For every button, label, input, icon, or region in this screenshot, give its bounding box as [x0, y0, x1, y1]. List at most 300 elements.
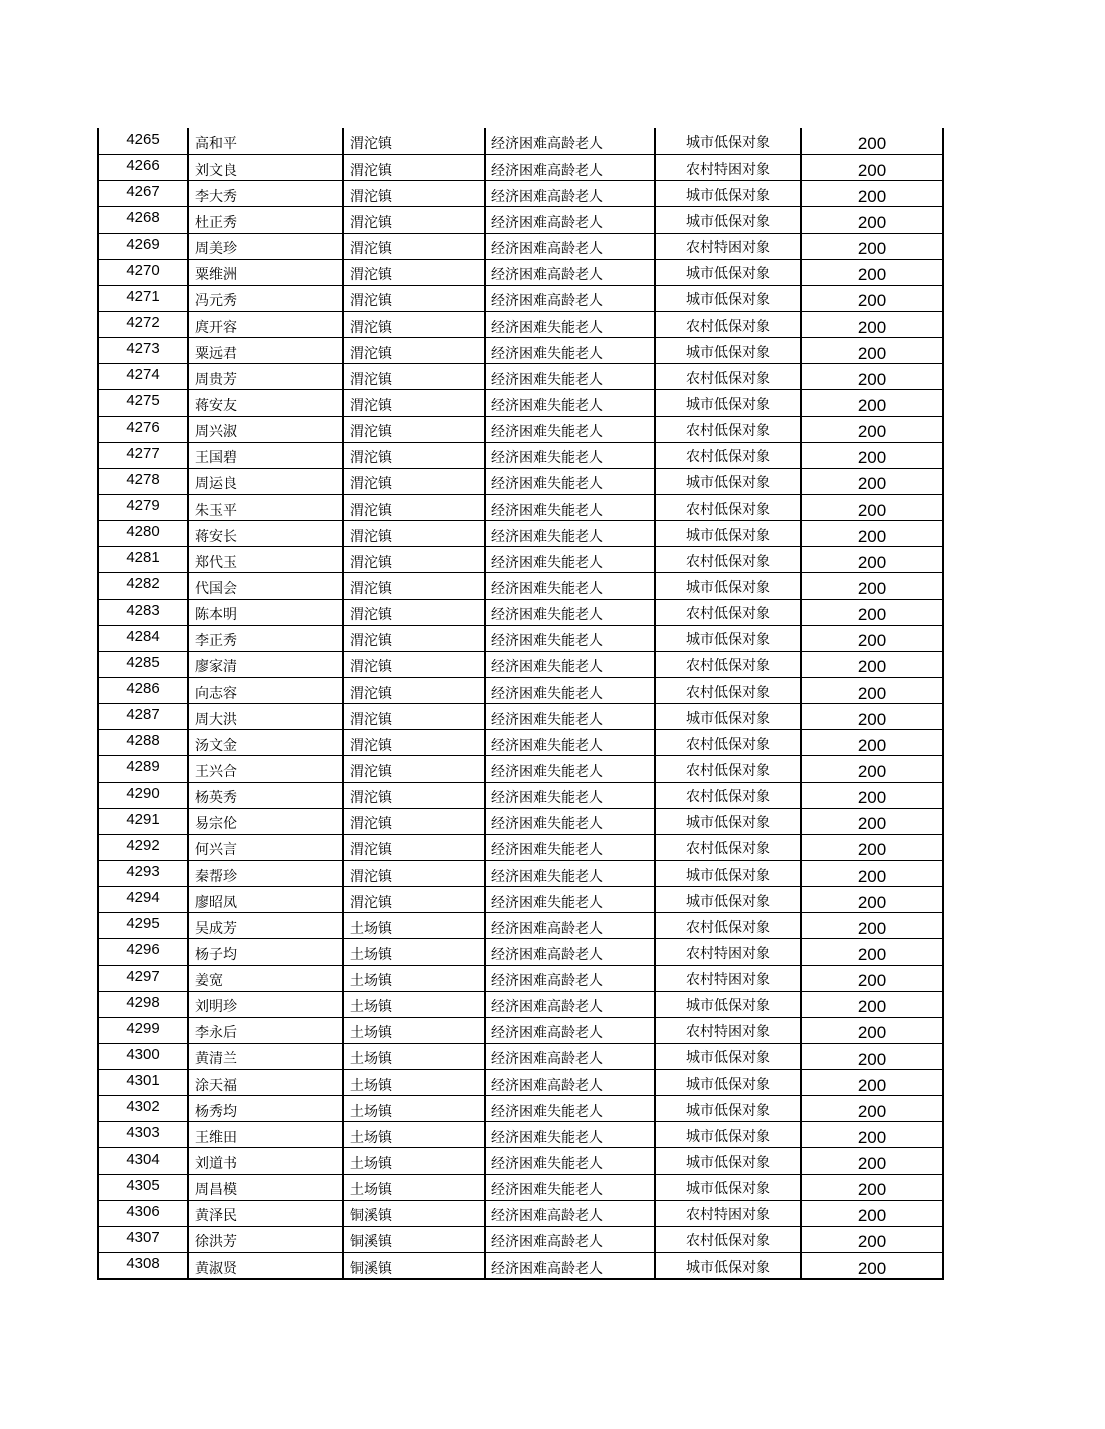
category-cell: 农村特困对象: [656, 155, 802, 180]
table-row: [99, 912, 942, 938]
row-number-cell: 4291: [99, 809, 189, 834]
table-row: [99, 651, 942, 677]
category-cell: 城市低保对象: [656, 469, 802, 494]
row-number-cell: 4287: [99, 704, 189, 729]
town-cell: 渭沱镇: [344, 155, 486, 180]
table-row: [99, 1069, 942, 1095]
table-row: [99, 416, 942, 442]
name-cell: 杜正秀: [189, 207, 344, 232]
name-cell: 易宗伦: [189, 809, 344, 834]
subsidy-type-cell: 经济困难高龄老人: [486, 1253, 656, 1278]
amount-cell: 200: [857, 239, 887, 259]
amount-cell: 200: [857, 422, 887, 442]
amount-cell: 200: [857, 213, 887, 232]
name-cell: 李正秀: [189, 626, 344, 651]
name-cell: 杨英秀: [189, 783, 344, 808]
name-cell: 郑代玉: [189, 547, 344, 572]
table-row: [99, 1121, 942, 1147]
row-number-cell: 4282: [99, 573, 189, 598]
town-cell: 渭沱镇: [344, 861, 486, 886]
subsidy-type-cell: 经济困难失能老人: [486, 756, 656, 781]
row-number-cell: 4293: [99, 861, 189, 886]
name-cell: 王国碧: [189, 443, 344, 468]
category-cell: 农村低保对象: [656, 783, 802, 808]
subsidy-type-cell: 经济困难失能老人: [486, 1148, 656, 1173]
amount-cell: 200: [857, 997, 887, 1017]
amount-cell: 200: [857, 552, 887, 572]
subsidy-type-cell: 经济困难失能老人: [486, 573, 656, 598]
subsidy-type-cell: 经济困难高龄老人: [486, 939, 656, 964]
name-cell: 周运良: [189, 469, 344, 494]
category-cell: 农村低保对象: [656, 652, 802, 677]
row-number-cell: 4270: [99, 260, 189, 285]
name-cell: 廖昭凤: [189, 887, 344, 912]
name-cell: 周昌模: [189, 1175, 344, 1200]
town-cell: 渭沱镇: [344, 234, 486, 259]
row-number-cell: 4284: [99, 626, 189, 651]
subsidy-type-cell: 经济困难失能老人: [486, 1122, 656, 1147]
amount-cell: 200: [857, 657, 887, 677]
amount-cell: 200: [857, 160, 887, 180]
amount-cell: 200: [857, 448, 887, 468]
table-row: [99, 991, 942, 1017]
subsidy-type-cell: 经济困难失能老人: [486, 521, 656, 546]
row-number-cell: 4277: [99, 443, 189, 468]
name-cell: 涂天福: [189, 1070, 344, 1095]
town-cell: 渭沱镇: [344, 443, 486, 468]
category-cell: 城市低保对象: [656, 286, 802, 311]
town-cell: 土场镇: [344, 913, 486, 938]
town-cell: 渭沱镇: [344, 260, 486, 285]
amount-cell: 200: [857, 1258, 887, 1278]
amount-cell: 200: [857, 814, 887, 834]
name-cell: 蒋安长: [189, 521, 344, 546]
category-cell: 城市低保对象: [656, 1253, 802, 1278]
row-number-cell: 4276: [99, 417, 189, 442]
table-row: [99, 782, 942, 808]
name-cell: 汤文金: [189, 730, 344, 755]
table-row: [99, 755, 942, 781]
row-number-cell: 4296: [99, 939, 189, 964]
amount-cell: 200: [857, 709, 887, 729]
amount-cell: 200: [857, 1232, 887, 1252]
name-cell: 黄淑贤: [189, 1253, 344, 1278]
category-cell: 农村低保对象: [656, 756, 802, 781]
category-cell: 城市低保对象: [656, 390, 802, 415]
name-cell: 姜宽: [189, 966, 344, 991]
subsidy-type-cell: 经济困难失能老人: [486, 704, 656, 729]
amount-cell: 200: [857, 866, 887, 886]
category-cell: 农村低保对象: [656, 312, 802, 337]
row-number-cell: 4265: [99, 128, 189, 154]
town-cell: 土场镇: [344, 1122, 486, 1147]
subsidy-type-cell: 经济困难高龄老人: [486, 234, 656, 259]
table-row: [99, 389, 942, 415]
name-cell: 周兴淑: [189, 417, 344, 442]
amount-cell: 200: [857, 1127, 887, 1147]
category-cell: 城市低保对象: [656, 1096, 802, 1121]
name-cell: 刘道书: [189, 1148, 344, 1173]
row-number-cell: 4298: [99, 992, 189, 1017]
row-number-cell: 4299: [99, 1018, 189, 1043]
table-row: [99, 1226, 942, 1252]
name-cell: 向志容: [189, 678, 344, 703]
name-cell: 何兴言: [189, 835, 344, 860]
category-cell: 农村低保对象: [656, 364, 802, 389]
subsidy-type-cell: 经济困难失能老人: [486, 861, 656, 886]
table-row: [99, 206, 942, 232]
table-row: [99, 311, 942, 337]
subsidy-type-cell: 经济困难高龄老人: [486, 1227, 656, 1252]
name-cell: 陈本明: [189, 600, 344, 625]
name-cell: 粟维洲: [189, 260, 344, 285]
subsidy-type-cell: 经济困难失能老人: [486, 364, 656, 389]
amount-cell: 200: [857, 134, 887, 154]
category-cell: 农村低保对象: [656, 547, 802, 572]
row-number-cell: 4285: [99, 652, 189, 677]
name-cell: 王维田: [189, 1122, 344, 1147]
category-cell: 城市低保对象: [656, 260, 802, 285]
category-cell: 农村特困对象: [656, 1201, 802, 1226]
category-cell: 农村低保对象: [656, 1227, 802, 1252]
row-number-cell: 4283: [99, 600, 189, 625]
subsidy-type-cell: 经济困难失能老人: [486, 417, 656, 442]
town-cell: 土场镇: [344, 1018, 486, 1043]
name-cell: 吴成芳: [189, 913, 344, 938]
name-cell: 庹开容: [189, 312, 344, 337]
town-cell: 渭沱镇: [344, 835, 486, 860]
town-cell: 土场镇: [344, 1148, 486, 1173]
town-cell: 渭沱镇: [344, 573, 486, 598]
table-row: [99, 520, 942, 546]
category-cell: 城市低保对象: [656, 1070, 802, 1095]
row-number-cell: 4273: [99, 338, 189, 363]
amount-cell: 200: [857, 265, 887, 285]
amount-cell: 200: [857, 500, 887, 520]
amount-cell: 200: [857, 971, 887, 991]
town-cell: 铜溪镇: [344, 1253, 486, 1278]
subsidy-type-cell: 经济困难失能老人: [486, 495, 656, 520]
town-cell: 渭沱镇: [344, 887, 486, 912]
row-number-cell: 4286: [99, 678, 189, 703]
name-cell: 杨秀均: [189, 1096, 344, 1121]
table-row: [99, 154, 942, 180]
category-cell: 城市低保对象: [656, 887, 802, 912]
category-cell: 城市低保对象: [656, 704, 802, 729]
town-cell: 渭沱镇: [344, 128, 486, 154]
table-row: [99, 938, 942, 964]
table-row: [99, 337, 942, 363]
table-row: [99, 1147, 942, 1173]
category-cell: 农村特困对象: [656, 966, 802, 991]
subsidy-type-cell: 经济困难失能老人: [486, 730, 656, 755]
subsidy-type-cell: 经济困难失能老人: [486, 678, 656, 703]
category-cell: 农村低保对象: [656, 417, 802, 442]
name-cell: 李大秀: [189, 181, 344, 206]
category-cell: 城市低保对象: [656, 338, 802, 363]
row-number-cell: 4288: [99, 730, 189, 755]
subsidy-table: [97, 128, 944, 1280]
subsidy-type-cell: 经济困难高龄老人: [486, 128, 656, 154]
category-cell: 城市低保对象: [656, 1122, 802, 1147]
table-row: [99, 1174, 942, 1200]
name-cell: 代国会: [189, 573, 344, 598]
amount-cell: 200: [857, 683, 887, 703]
table-row: [99, 677, 942, 703]
row-number-cell: 4301: [99, 1070, 189, 1095]
subsidy-type-cell: 经济困难高龄老人: [486, 1044, 656, 1069]
town-cell: 渭沱镇: [344, 469, 486, 494]
town-cell: 渭沱镇: [344, 652, 486, 677]
amount-cell: 200: [857, 1180, 887, 1200]
subsidy-type-cell: 经济困难高龄老人: [486, 1018, 656, 1043]
town-cell: 渭沱镇: [344, 678, 486, 703]
amount-cell: 200: [857, 918, 887, 938]
amount-cell: 200: [857, 761, 887, 781]
category-cell: 农村低保对象: [656, 913, 802, 938]
category-cell: 城市低保对象: [656, 128, 802, 154]
subsidy-type-cell: 经济困难失能老人: [486, 600, 656, 625]
name-cell: 杨子均: [189, 939, 344, 964]
row-number-cell: 4279: [99, 495, 189, 520]
subsidy-type-cell: 经济困难失能老人: [486, 312, 656, 337]
town-cell: 渭沱镇: [344, 783, 486, 808]
table-row: [99, 625, 942, 651]
subsidy-type-cell: 经济困难高龄老人: [486, 1070, 656, 1095]
table-row: [99, 233, 942, 259]
category-cell: 城市低保对象: [656, 207, 802, 232]
category-cell: 农村低保对象: [656, 730, 802, 755]
town-cell: 渭沱镇: [344, 600, 486, 625]
row-number-cell: 4304: [99, 1148, 189, 1173]
name-cell: 秦帮珍: [189, 861, 344, 886]
town-cell: 铜溪镇: [344, 1227, 486, 1252]
row-number-cell: 4295: [99, 913, 189, 938]
town-cell: 渭沱镇: [344, 495, 486, 520]
amount-cell: 200: [857, 944, 887, 964]
name-cell: 蒋安友: [189, 390, 344, 415]
town-cell: 土场镇: [344, 939, 486, 964]
table-row: [99, 1095, 942, 1121]
town-cell: 渭沱镇: [344, 626, 486, 651]
category-cell: 农村低保对象: [656, 678, 802, 703]
table-row: [99, 860, 942, 886]
amount-cell: 200: [857, 186, 887, 206]
amount-cell: 200: [857, 395, 887, 415]
subsidy-type-cell: 经济困难高龄老人: [486, 913, 656, 938]
name-cell: 周大洪: [189, 704, 344, 729]
row-number-cell: 4289: [99, 756, 189, 781]
table-row: [99, 965, 942, 991]
row-number-cell: 4307: [99, 1227, 189, 1252]
row-number-cell: 4268: [99, 207, 189, 232]
subsidy-type-cell: 经济困难失能老人: [486, 469, 656, 494]
amount-cell: 200: [857, 892, 887, 912]
row-number-cell: 4275: [99, 390, 189, 415]
town-cell: 土场镇: [344, 1070, 486, 1095]
name-cell: 冯元秀: [189, 286, 344, 311]
row-number-cell: 4278: [99, 469, 189, 494]
category-cell: 城市低保对象: [656, 1044, 802, 1069]
category-cell: 农村低保对象: [656, 835, 802, 860]
subsidy-type-cell: 经济困难失能老人: [486, 338, 656, 363]
amount-cell: 200: [857, 369, 887, 389]
name-cell: 刘明珍: [189, 992, 344, 1017]
name-cell: 周美珍: [189, 234, 344, 259]
town-cell: 渭沱镇: [344, 756, 486, 781]
town-cell: 渭沱镇: [344, 704, 486, 729]
amount-cell: 200: [857, 1154, 887, 1174]
town-cell: 渭沱镇: [344, 181, 486, 206]
town-cell: 渭沱镇: [344, 286, 486, 311]
subsidy-type-cell: 经济困难高龄老人: [486, 1201, 656, 1226]
subsidy-type-cell: 经济困难失能老人: [486, 547, 656, 572]
table-row: [99, 599, 942, 625]
category-cell: 农村特困对象: [656, 1018, 802, 1043]
row-number-cell: 4274: [99, 364, 189, 389]
amount-cell: 200: [857, 1023, 887, 1043]
town-cell: 渭沱镇: [344, 521, 486, 546]
town-cell: 渭沱镇: [344, 547, 486, 572]
row-number-cell: 4306: [99, 1201, 189, 1226]
table-row: [99, 1017, 942, 1043]
amount-cell: 200: [857, 840, 887, 860]
table-row: [99, 468, 942, 494]
subsidy-type-cell: 经济困难高龄老人: [486, 966, 656, 991]
subsidy-type-cell: 经济困难高龄老人: [486, 992, 656, 1017]
subsidy-type-cell: 经济困难失能老人: [486, 1096, 656, 1121]
row-number-cell: 4272: [99, 312, 189, 337]
subsidy-type-cell: 经济困难失能老人: [486, 1175, 656, 1200]
row-number-cell: 4281: [99, 547, 189, 572]
table-row: [99, 180, 942, 206]
table-row: [99, 703, 942, 729]
table-row: [99, 572, 942, 598]
amount-cell: 200: [857, 291, 887, 311]
row-number-cell: 4271: [99, 286, 189, 311]
row-number-cell: 4308: [99, 1253, 189, 1278]
name-cell: 刘文良: [189, 155, 344, 180]
name-cell: 粟远君: [189, 338, 344, 363]
category-cell: 农村低保对象: [656, 600, 802, 625]
category-cell: 农村低保对象: [656, 443, 802, 468]
table-row: [99, 808, 942, 834]
category-cell: 城市低保对象: [656, 809, 802, 834]
subsidy-type-cell: 经济困难高龄老人: [486, 181, 656, 206]
subsidy-type-cell: 经济困难高龄老人: [486, 260, 656, 285]
category-cell: 城市低保对象: [656, 1148, 802, 1173]
town-cell: 渭沱镇: [344, 338, 486, 363]
table-row: [99, 1043, 942, 1069]
row-number-cell: 4266: [99, 155, 189, 180]
category-cell: 农村低保对象: [656, 495, 802, 520]
town-cell: 渭沱镇: [344, 809, 486, 834]
name-cell: 王兴合: [189, 756, 344, 781]
name-cell: 徐洪芳: [189, 1227, 344, 1252]
amount-cell: 200: [857, 526, 887, 546]
amount-cell: 200: [857, 788, 887, 808]
category-cell: 城市低保对象: [656, 626, 802, 651]
table-row: [99, 1252, 942, 1278]
amount-cell: 200: [857, 578, 887, 598]
category-cell: 城市低保对象: [656, 1175, 802, 1200]
town-cell: 土场镇: [344, 1096, 486, 1121]
subsidy-type-cell: 经济困难高龄老人: [486, 155, 656, 180]
category-cell: 农村特困对象: [656, 939, 802, 964]
subsidy-type-cell: 经济困难失能老人: [486, 626, 656, 651]
row-number-cell: 4294: [99, 887, 189, 912]
amount-cell: 200: [857, 317, 887, 337]
name-cell: 黄泽民: [189, 1201, 344, 1226]
town-cell: 土场镇: [344, 1175, 486, 1200]
subsidy-type-cell: 经济困难失能老人: [486, 390, 656, 415]
table-row: [99, 886, 942, 912]
town-cell: 土场镇: [344, 966, 486, 991]
table-row: [99, 834, 942, 860]
row-number-cell: 4269: [99, 234, 189, 259]
category-cell: 城市低保对象: [656, 992, 802, 1017]
amount-cell: 200: [857, 343, 887, 363]
table-row: [99, 442, 942, 468]
name-cell: 高和平: [189, 128, 344, 154]
town-cell: 渭沱镇: [344, 417, 486, 442]
subsidy-type-cell: 经济困难失能老人: [486, 443, 656, 468]
amount-cell: 200: [857, 735, 887, 755]
subsidy-type-cell: 经济困难高龄老人: [486, 286, 656, 311]
amount-cell: 200: [857, 1206, 887, 1226]
table-row: [99, 494, 942, 520]
name-cell: 李永后: [189, 1018, 344, 1043]
amount-cell: 200: [857, 1049, 887, 1069]
amount-cell: 200: [857, 1075, 887, 1095]
table-row: [99, 259, 942, 285]
town-cell: 土场镇: [344, 1044, 486, 1069]
row-number-cell: 4302: [99, 1096, 189, 1121]
amount-cell: 200: [857, 474, 887, 494]
category-cell: 城市低保对象: [656, 861, 802, 886]
category-cell: 城市低保对象: [656, 181, 802, 206]
town-cell: 铜溪镇: [344, 1201, 486, 1226]
row-number-cell: 4280: [99, 521, 189, 546]
row-number-cell: 4300: [99, 1044, 189, 1069]
town-cell: 渭沱镇: [344, 730, 486, 755]
table-row: [99, 128, 942, 154]
subsidy-type-cell: 经济困难失能老人: [486, 809, 656, 834]
amount-cell: 200: [857, 1101, 887, 1121]
subsidy-type-cell: 经济困难失能老人: [486, 783, 656, 808]
name-cell: 周贵芳: [189, 364, 344, 389]
town-cell: 渭沱镇: [344, 207, 486, 232]
name-cell: 廖家清: [189, 652, 344, 677]
subsidy-type-cell: 经济困难失能老人: [486, 652, 656, 677]
category-cell: 农村特困对象: [656, 234, 802, 259]
table-row: [99, 729, 942, 755]
town-cell: 渭沱镇: [344, 364, 486, 389]
table-row: [99, 546, 942, 572]
table-row: [99, 1200, 942, 1226]
name-cell: 朱玉平: [189, 495, 344, 520]
row-number-cell: 4305: [99, 1175, 189, 1200]
subsidy-type-cell: 经济困难高龄老人: [486, 207, 656, 232]
table-row: [99, 363, 942, 389]
table-row: [99, 285, 942, 311]
amount-cell: 200: [857, 605, 887, 625]
row-number-cell: 4297: [99, 966, 189, 991]
town-cell: 渭沱镇: [344, 312, 486, 337]
category-cell: 城市低保对象: [656, 521, 802, 546]
town-cell: 土场镇: [344, 992, 486, 1017]
name-cell: 黄清兰: [189, 1044, 344, 1069]
